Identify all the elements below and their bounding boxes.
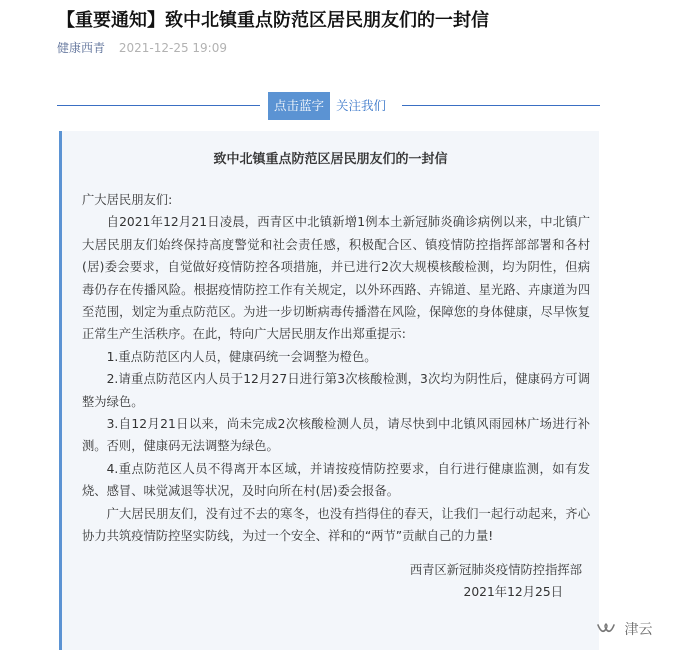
letter-salutation: 广大居民朋友们: [82,193,173,207]
article-title: 【重要通知】致中北镇重点防范区居民朋友们的一封信 [57,10,489,31]
letter-card [59,131,599,650]
tap-blue-text-button[interactable]: 点击蓝字 [268,92,330,120]
letter-body [82,189,590,603]
letter-item-4: 4.重点防范区人员不得离开本区域，并请按疫情防控要求，自行进行健康监测，如有发烧、感冒、味觉减退等状况，及时向所在村(居)委会报备。 [82,461,590,499]
letter-heading: 致中北镇重点防范区居民朋友们的一封信 [213,152,448,167]
divider-line-right [402,105,600,106]
letter-item-3: 3.自12月21日以来，尚未完成2次核酸检测人员，请尽快到中北镇风雨园林广场进行补测。否则，健康码无法调整为绿色。 [82,417,590,454]
divider-line-left [57,105,260,106]
article-meta [57,40,227,56]
account-name-link[interactable]: 健康西青 [57,41,106,55]
publish-date: 2021-12-25 19:09 [118,41,227,55]
letter-paragraph-intro: 自2021年12月21日凌晨，西青区中北镇新增1例本土新冠肺炎确诊病例以来，中北镇广大居民朋友们始终保持高度警觉和社会责任感，积极配合区、镇疫情防控指挥部部署和各村(居)委会要求，自觉做好疫情防控各项措施，并已进行2次大规模核酸检测，均为阴性，但病毒仍存在传播风险。根据疫情防控工作有关规定，以外环西路、卉锦道、星光路、卉康道为四至范围，划定为重点防范区。为进一步切断病毒传播潜在风险，保障您的身体健康，尽早恢复正常生产生活秩序。在此，特向广大居民朋友作出郑重提示: [82,215,590,342]
letter-paragraph-closing: 广大居民朋友们，没有过不去的寒冬，也没有挡得住的春天，让我们一起行动起来，齐心协力共筑疫情防控坚实防线，为过一个安全、祥和的“两节”贡献自己的力量! [82,506,590,544]
letter-item-1: 1.重点防范区内人员，健康码统一会调整为橙色。 [106,349,377,364]
follow-banner [57,92,600,120]
watermark [596,619,652,643]
letter-signature: 西青区新冠肺炎疫情防控指挥部 [409,562,582,577]
letter-item-2: 2.请重点防范区内人员于12月27日进行第3次核酸检测，3次均为阴性后，健康码方可调整为绿色。 [82,372,590,409]
wechat-channel-icon [596,622,616,638]
letter-sign-date: 2021年12月25日 [463,584,563,599]
watermark-text: 津云 [624,622,653,638]
follow-us-link[interactable]: 关注我们 [336,98,387,113]
